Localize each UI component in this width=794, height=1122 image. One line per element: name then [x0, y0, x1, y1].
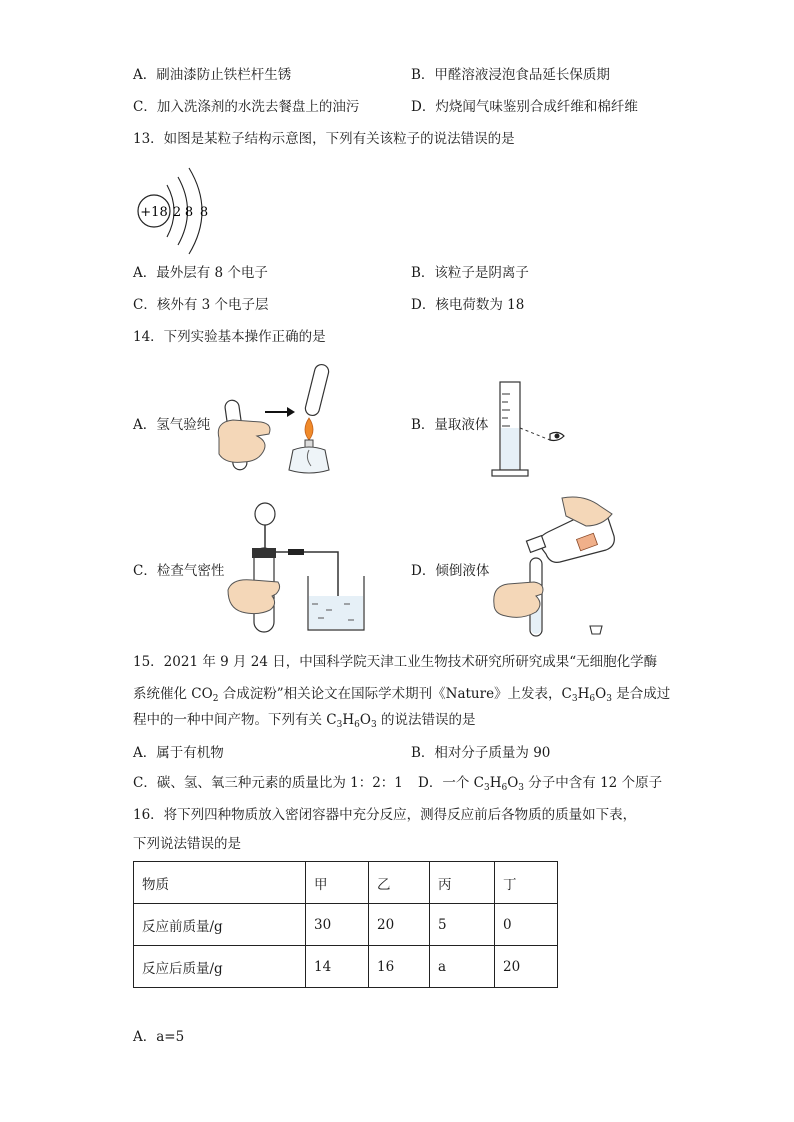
table-header-cell: 甲 — [306, 862, 369, 904]
measuring-cylinder-illustration — [490, 378, 580, 478]
q14-stem: 14．下列实验基本操作正确的是 — [133, 329, 326, 345]
q13-option-b: B．该粒子是阴离子 — [411, 265, 529, 281]
q15-option-b: B．相对分子质量为 90 — [411, 745, 551, 761]
q14-option-c: C．检查气密性 — [133, 563, 225, 579]
q15-stem-line-1: 15．2021 年 9 月 24 日，中国科学院天津工业生物技术研究所研究成果“无细胞化学酶 — [133, 654, 658, 670]
table-cell: 5 — [430, 904, 495, 946]
shell-1-electrons: 2 — [172, 205, 182, 220]
atomic-structure-diagram — [133, 160, 223, 260]
shell-3-electrons: 8 — [199, 205, 209, 220]
table-cell: a — [430, 946, 495, 988]
table-cell: 20 — [495, 946, 558, 988]
q13-option-d: D．核电荷数为 18 — [411, 297, 525, 313]
q16-stem-line-2: 下列说法错误的是 — [133, 836, 241, 852]
q13-option-c: C．核外有 3 个电子层 — [133, 297, 269, 313]
table-header-row — [134, 862, 558, 904]
table-row — [134, 946, 558, 988]
q16-option-a: A．a=5 — [133, 1029, 185, 1045]
table-cell: 20 — [369, 904, 430, 946]
mass-data-table — [133, 861, 558, 988]
table-header-cell: 丙 — [430, 862, 495, 904]
table-cell: 反应后质量/g — [134, 946, 306, 988]
shell-2-electrons: 8 — [184, 205, 194, 220]
q12-option-b: B．甲醛溶液浸泡食品延长保质期 — [411, 67, 610, 83]
q12-option-d: D．灼烧闻气味鉴别合成纤维和棉纤维 — [411, 99, 638, 115]
table-header-cell: 丁 — [495, 862, 558, 904]
q15-stem-line-2: 系统催化 $CO_2$ 合成淀粉”相关论文在国际学术期刊《Nature》上发表，$C_3H_6O_3$ 是合成过 — [133, 686, 671, 704]
q14-option-d: D．倾倒液体 — [411, 563, 490, 579]
pouring-liquid-illustration — [490, 496, 620, 638]
q15-option-c: C．碳、氢、氧三种元素的质量比为 1：2：1 — [133, 775, 403, 791]
q15-option-d: D．一个 $C_3H_6O_3$ 分子中含有 12 个原子 — [418, 775, 663, 793]
q13-stem: 13．如图是某粒子结构示意图，下列有关该粒子的说法错误的是 — [133, 131, 515, 147]
table-cell: 16 — [369, 946, 430, 988]
q13-option-a: A．最外层有 8 个电子 — [133, 265, 268, 281]
q14-option-b: B．量取液体 — [411, 417, 489, 433]
airtightness-check-illustration — [222, 500, 372, 636]
q12-option-c: C．加入洗涤剂的水洗去餐盘上的油污 — [133, 99, 360, 115]
q12-option-a: A．刷油漆防止铁栏杆生锈 — [133, 67, 292, 83]
table-cell: 0 — [495, 904, 558, 946]
table-cell: 14 — [306, 946, 369, 988]
q15-stem-line-3: 程中的一种中间产物。下列有关 $C_3H_6O_3$ 的说法错误的是 — [133, 712, 476, 730]
table-header-cell: 物质 — [134, 862, 306, 904]
table-row — [134, 904, 558, 946]
table-cell: 30 — [306, 904, 369, 946]
table-header-cell: 乙 — [369, 862, 430, 904]
hydrogen-purity-test-illustration — [213, 362, 353, 480]
q14-option-a: A．氢气验纯 — [133, 417, 211, 433]
nucleus-charge: +18 — [140, 205, 168, 220]
q16-stem-line-1: 16．将下列四种物质放入密闭容器中充分反应，测得反应前后各物质的质量如下表， — [133, 807, 637, 823]
q15-option-a: A．属于有机物 — [133, 745, 224, 761]
table-cell: 反应前质量/g — [134, 904, 306, 946]
